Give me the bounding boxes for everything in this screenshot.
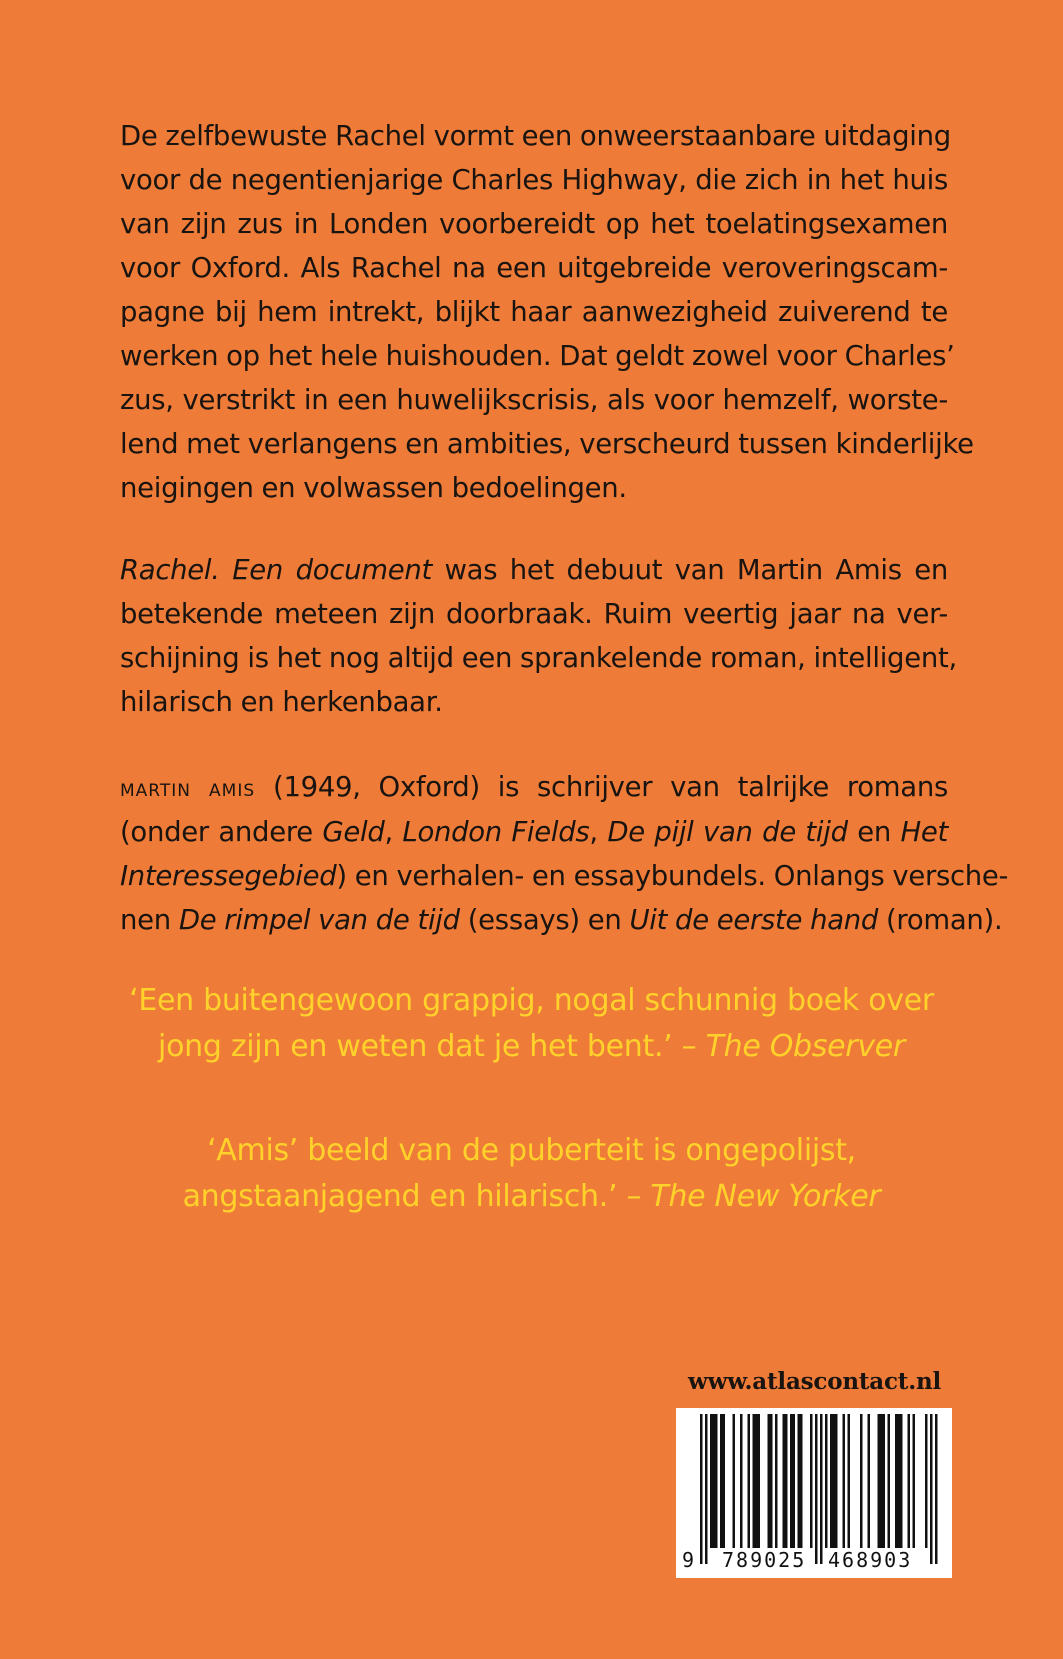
author-text: ) en verhalen- en essaybundels. Onlangs versche- [336,860,1009,892]
synopsis-line: voor de negentienjarige Charles Highway, die zich in het huis [120,164,948,196]
barcode-bar [810,1414,813,1548]
barcode-bar [785,1414,788,1548]
synopsis-line: voor Oxford. Als Rachel na een uitgebreide veroveringscam- [120,252,948,284]
isbn-barcode [676,1408,952,1578]
quote-line [0,1024,1063,1070]
author-line [120,854,1009,898]
barcode-bar [758,1414,761,1548]
work-title: Uit de eerste hand [629,904,879,936]
author-line [120,810,948,854]
barcode-bar [880,1414,883,1548]
quote-line: ‘Een buitengewoon grappig, nogal schunnig boek over [129,983,934,1018]
work-title: London Fields [402,816,590,848]
work-title: De rimpel van de tijd [178,904,460,936]
barcode-bar [898,1414,901,1548]
debut-line: schijning is het nog altijd een sprankelende roman, intelligent, [120,642,957,674]
author-text: (onder andere [120,816,323,848]
barcode-bar [700,1414,703,1564]
author-text: , [589,816,608,848]
barcode-bar [783,1414,786,1548]
debut-line: hilarisch en herkenbaar. [120,686,443,718]
book-title-italic: Rachel. Een document [120,554,432,586]
barcode-bar [740,1414,743,1548]
barcode-bar [843,1414,846,1548]
synopsis-line: lend met verlangens en ambities, verscheurd tussen kinderlijke [120,428,974,460]
author-bio-paragraph [120,765,1009,942]
author-text: en [847,816,901,848]
debut-paragraph [120,548,957,724]
barcode-bar [820,1414,823,1564]
synopsis-line: zus, verstrikt in een huwelijkscrisis, als voor hemzelf, worste- [120,384,948,416]
author-name: martin amis [120,774,256,802]
author-text: , [384,816,403,848]
barcode-bar [715,1414,718,1548]
barcode-bar [935,1414,938,1564]
author-line [120,765,948,810]
synopsis-line: van zijn zus in Londen voorbereidt op het toelatingsexamen [120,208,948,240]
quote-line [0,1174,1063,1220]
barcode-bar [800,1414,803,1548]
work-title: De pijl van de tijd [607,816,848,848]
barcode-bar [913,1414,916,1548]
barcode-bar [848,1414,851,1548]
author-text: (roman). [878,904,1003,936]
barcode-bar [878,1414,881,1548]
barcode-bar [790,1414,793,1548]
barcode-bar [860,1414,863,1548]
debut-line: betekende meteen zijn doorbraak. Ruim veertig jaar na ver- [120,598,948,630]
synopsis-line: pagne bij hem intrekt, blijkt haar aanwezigheid zuiverend te [120,296,948,328]
work-title: Het [900,816,948,848]
author-line [120,898,1003,942]
barcode-bar [770,1414,773,1548]
review-quote-newyorker [0,1128,1063,1220]
barcode-bar [755,1414,758,1548]
quote-text: angstaanjagend en hilarisch.’ – [182,1179,651,1214]
work-title: Geld [322,816,385,848]
barcode-bar [925,1414,928,1548]
barcode-digits-group2: 468903 [828,1548,913,1572]
barcode-bar [748,1414,751,1548]
author-text: (1949, Oxford) is schrijver van talrijke romans [255,771,948,803]
synopsis-line: werken op het hele huishouden. Dat geldt zowel voor Charles’ [120,340,955,372]
quote-line: ‘Amis’ beeld van de puberteit is ongepolijst, [207,1133,856,1168]
barcode-bar [720,1414,723,1548]
publisher-website: www.atlascontact.nl [688,1368,942,1395]
barcode-bar [895,1414,898,1548]
barcode-bar [713,1414,716,1548]
debut-line-text: was het debuut van Martin Amis en [431,554,948,586]
barcode-bar [900,1414,903,1548]
synopsis-line: De zelfbewuste Rachel vormt een onweerstaanbare uitdaging [120,120,951,152]
review-quote-observer [0,978,1063,1070]
barcode-bar [930,1414,933,1564]
barcode-bar [830,1414,833,1548]
author-text: nen [120,904,179,936]
barcode-bar [835,1414,838,1548]
quote-source: The Observer [705,1029,905,1064]
barcode-bar [705,1414,708,1564]
barcode-bar [710,1414,713,1548]
barcode-bar [768,1414,771,1548]
barcode-bar [908,1414,911,1548]
debut-line [120,548,948,592]
barcode-bar [825,1414,828,1548]
barcode-bar [798,1414,801,1548]
work-title: Interessegebied [120,860,337,892]
synopsis-line: neigingen en volwassen bedoelingen. [120,472,627,504]
barcode-bar [775,1414,778,1548]
barcode-bar [868,1414,871,1548]
barcode-bar [753,1414,756,1548]
barcode-bar [733,1414,736,1548]
barcode-bar [723,1414,726,1548]
barcode-bar [888,1414,891,1548]
quote-text: jong zijn en weten dat je het bent.’ – [158,1029,706,1064]
author-text: (essays) en [459,904,630,936]
synopsis-paragraph [120,114,974,510]
barcode-bar [883,1414,886,1548]
barcode-digits-group1: 789025 [722,1548,807,1572]
barcode-digit-first: 9 [682,1548,697,1572]
barcode-bar [815,1414,818,1564]
barcode-bar [833,1414,836,1548]
quote-source: The New Yorker [650,1179,881,1214]
barcode-bar [793,1414,796,1548]
